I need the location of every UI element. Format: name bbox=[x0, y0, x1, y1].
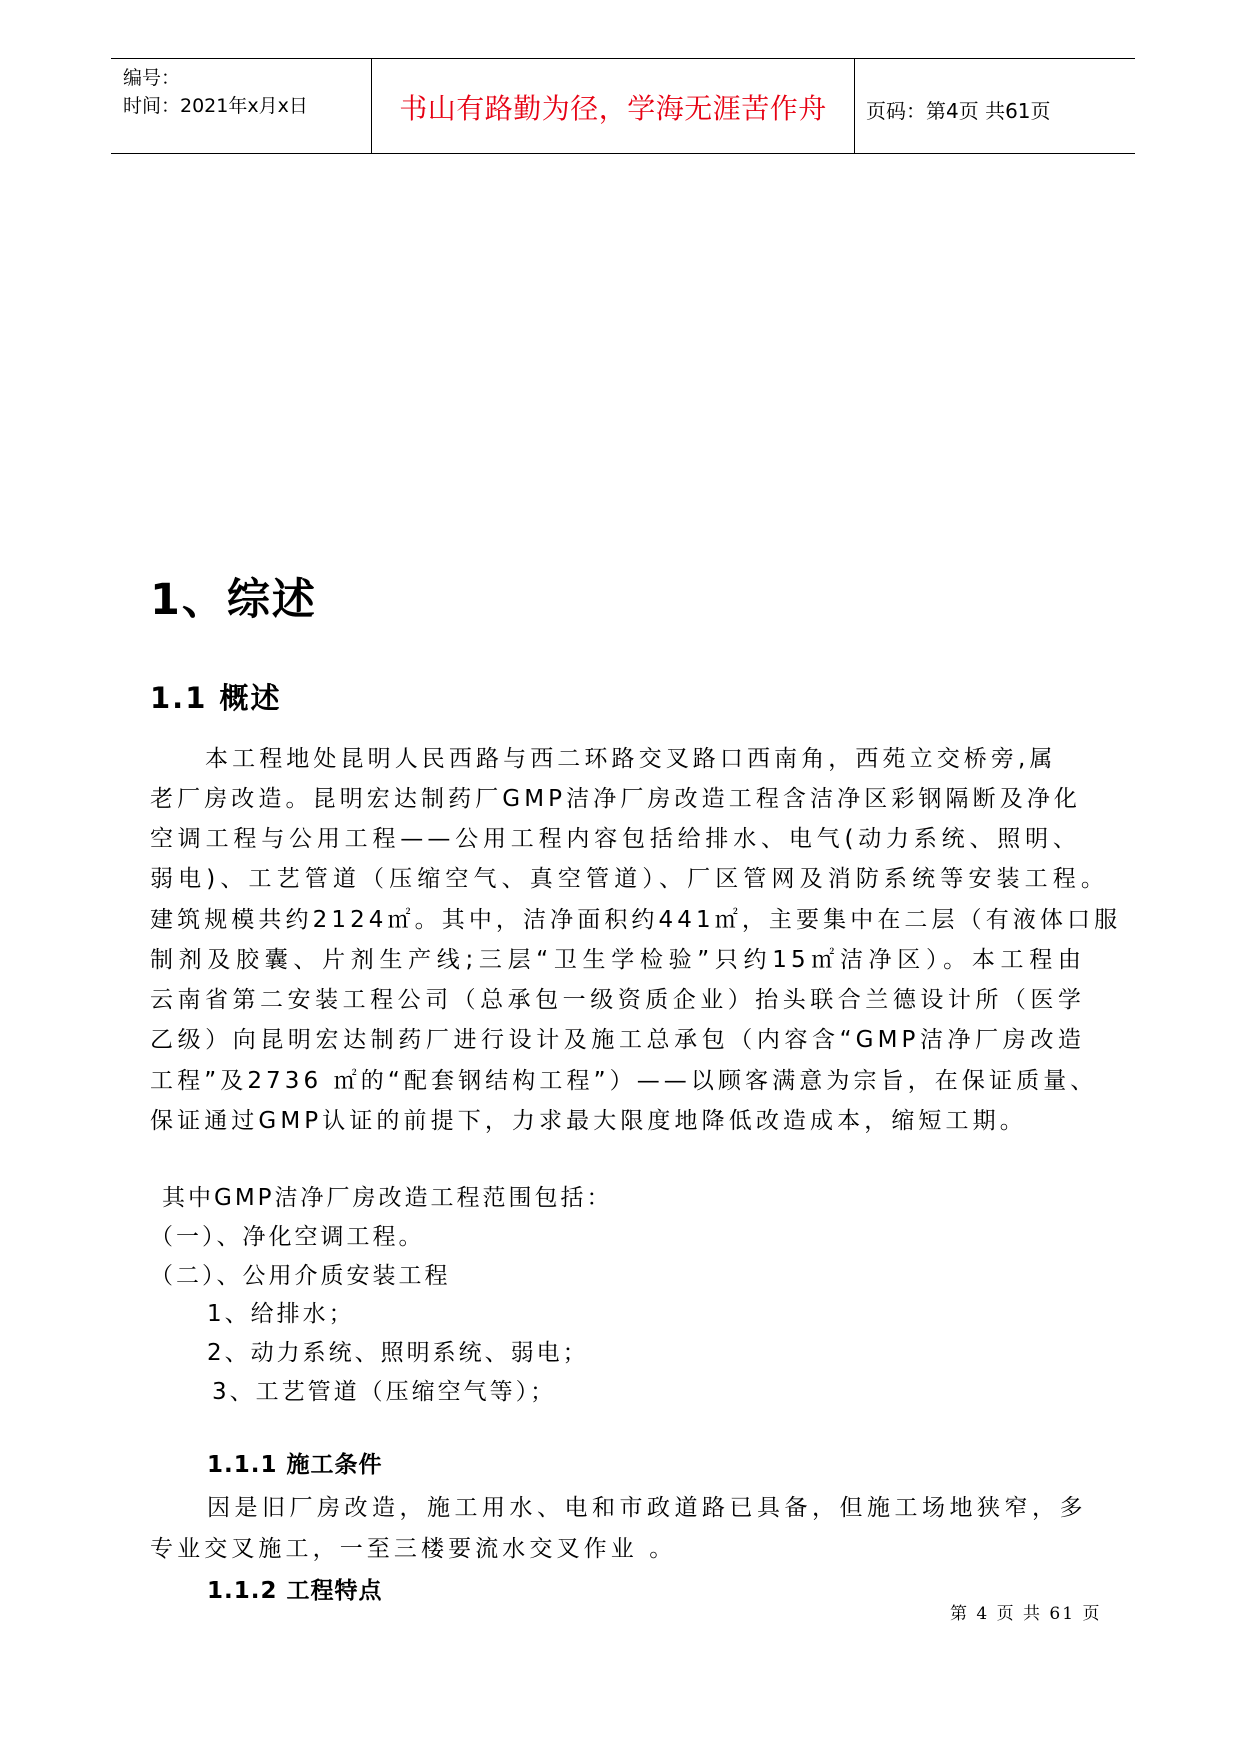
header-motto-cell bbox=[371, 59, 855, 153]
scope-intro: 其中GMP洁净厂房改造工程范围包括： bbox=[162, 1185, 613, 1211]
paragraph-line: 本工程地处昆明人民西路与西二环路交叉路口西南角，西苑立交桥旁,属 bbox=[205, 746, 1057, 772]
scope-sub-item: 1、给排水； bbox=[207, 1301, 355, 1327]
scope-item: （二）、公用介质安装工程 bbox=[150, 1263, 451, 1289]
header-motto: 书山有路勤为径，学海无涯苦作舟 bbox=[399, 92, 827, 125]
paragraph-line: 空调工程与公用工程——公用工程内容包括给排水、电气(动力系统、照明、 bbox=[150, 826, 1080, 852]
paragraph-line: 建筑规模共约2124㎡。其中，洁净面积约441㎡，主要集中在二层（有液体口服 bbox=[150, 907, 1122, 933]
conditions-line: 专业交叉施工，一至三楼要流水交叉作业 。 bbox=[150, 1536, 677, 1562]
scope-sub-item: 3、工艺管道（压缩空气等）； bbox=[212, 1379, 557, 1405]
page-header bbox=[111, 58, 1135, 154]
paragraph-line: 云南省第二安装工程公司（总承包一级资质企业）抬头联合兰德设计所（医学 bbox=[150, 987, 1085, 1013]
project-features-heading: 1.1.2 工程特点 bbox=[207, 1578, 383, 1604]
paragraph-line: 制剂及胶囊、片剂生产线;三层“卫生学检验”只约15㎡洁净区）。本工程由 bbox=[150, 947, 1085, 973]
paragraph-line: 老厂房改造。昆明宏达制药厂GMP洁净厂房改造工程含洁净区彩钢隔断及净化 bbox=[150, 786, 1082, 812]
header-page-label: 页码：第4页 共61页 bbox=[866, 99, 1051, 123]
header-meta-cell bbox=[111, 59, 371, 153]
section-title: 1、综述 bbox=[150, 575, 317, 625]
paragraph-line: 保证通过GMP认证的前提下，力求最大限度地降低改造成本，缩短工期。 bbox=[150, 1108, 1027, 1134]
paragraph-line: 乙级）向昆明宏达制药厂进行设计及施工总承包（内容含“GMP洁净厂房改造 bbox=[150, 1027, 1085, 1053]
page-footer: 第 4 页 共 61 页 bbox=[950, 1604, 1102, 1624]
document-number-label: 编号： bbox=[123, 67, 181, 89]
paragraph-line: 工程”及2736 ㎡的“配套钢结构工程”）——以顾客满意为宗旨，在保证质量、 bbox=[150, 1068, 1098, 1094]
conditions-line: 因是旧厂房改造，施工用水、电和市政道路已具备，但施工场地狭窄，多 bbox=[207, 1495, 1087, 1521]
construction-conditions-heading: 1.1.1 施工条件 bbox=[207, 1452, 383, 1478]
document-time-label: 时间：2021年x月x日 bbox=[123, 95, 308, 117]
header-page-cell bbox=[854, 59, 1135, 153]
scope-sub-item: 2、动力系统、照明系统、弱电； bbox=[207, 1340, 589, 1366]
subsection-title: 1.1 概述 bbox=[150, 681, 282, 715]
scope-item: （一）、净化空调工程。 bbox=[150, 1224, 425, 1250]
paragraph-line: 弱电)、工艺管道（压缩空气、真空管道）、厂区管网及消防系统等安装工程。 bbox=[150, 866, 1108, 892]
